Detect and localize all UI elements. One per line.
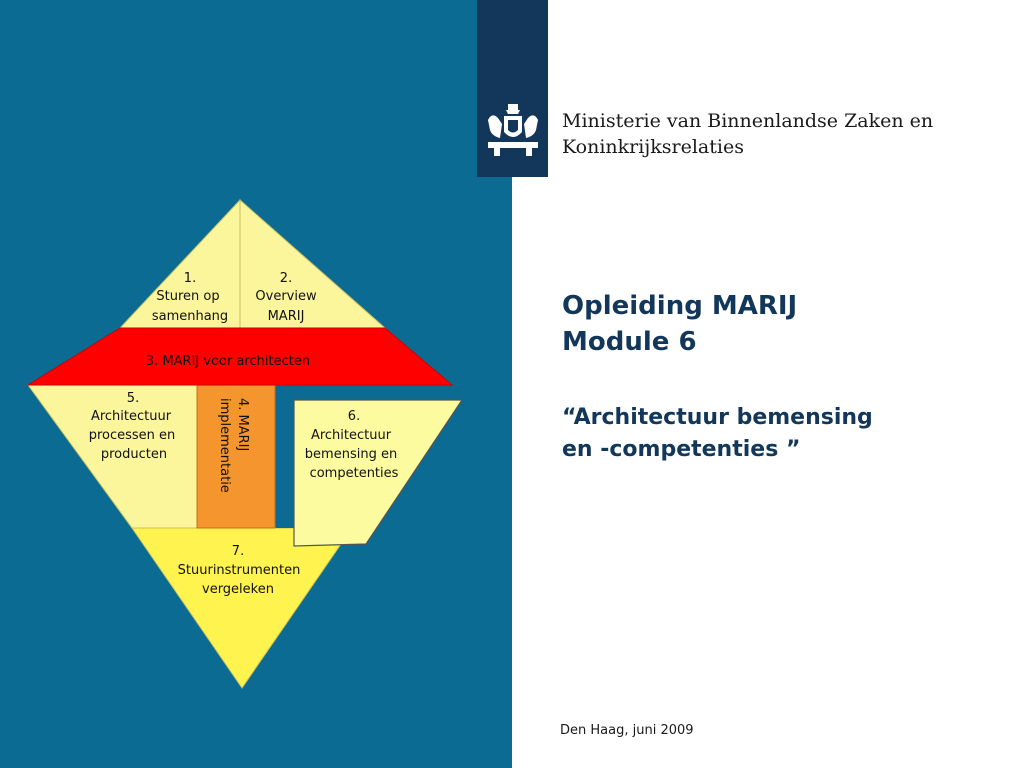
module-4-label-2: implementatie — [217, 398, 232, 493]
module-3-label: 3. MARIJ voor architecten — [145, 354, 311, 369]
module-7-label-3: vergeleken — [202, 582, 274, 597]
page-title — [562, 288, 992, 360]
module-2-label-2: Overview — [255, 289, 317, 304]
module-6-label-3: bemensing en — [304, 447, 398, 462]
module-4-label-1: 4. MARIJ — [235, 398, 250, 452]
module-5-label-4: producten — [100, 447, 168, 462]
module-5-label-2: Architectuur — [90, 409, 172, 424]
page-subtitle — [562, 402, 1002, 466]
module-5-label-1: 5. — [126, 391, 140, 406]
title-line-2: Module 6 — [562, 327, 697, 357]
module-7-label-1: 7. — [231, 544, 245, 559]
module-2-label-3: MARIJ — [267, 309, 305, 324]
title-line-1: Opleiding MARIJ — [562, 291, 798, 321]
module-6-label-4: competenties — [309, 466, 399, 481]
module-1-label-1: 1. — [183, 271, 197, 286]
footer-date: Den Haag, juni 2009 — [560, 723, 694, 738]
module-1-label-2: Sturen op — [156, 289, 220, 304]
module-6-label-2: Architectuur — [310, 428, 392, 443]
module-2-shape — [240, 200, 385, 328]
module-6-label-1: 6. — [347, 409, 361, 424]
module-2-label-1: 2. — [279, 271, 293, 286]
ministry-name — [562, 108, 1002, 160]
ministry-line-2: Koninkrijksrelaties — [562, 136, 744, 158]
subtitle-line-1: “Architectuur bemensing — [562, 405, 873, 430]
module-1-label-3: samenhang — [151, 309, 229, 324]
module-7-label-2: Stuurinstrumenten — [177, 563, 301, 578]
ministry-line-1: Ministerie van Binnenlandse Zaken en — [562, 110, 934, 132]
module-5-label-3: processen en — [88, 428, 176, 443]
subtitle-line-2: en -competenties ” — [562, 437, 801, 462]
